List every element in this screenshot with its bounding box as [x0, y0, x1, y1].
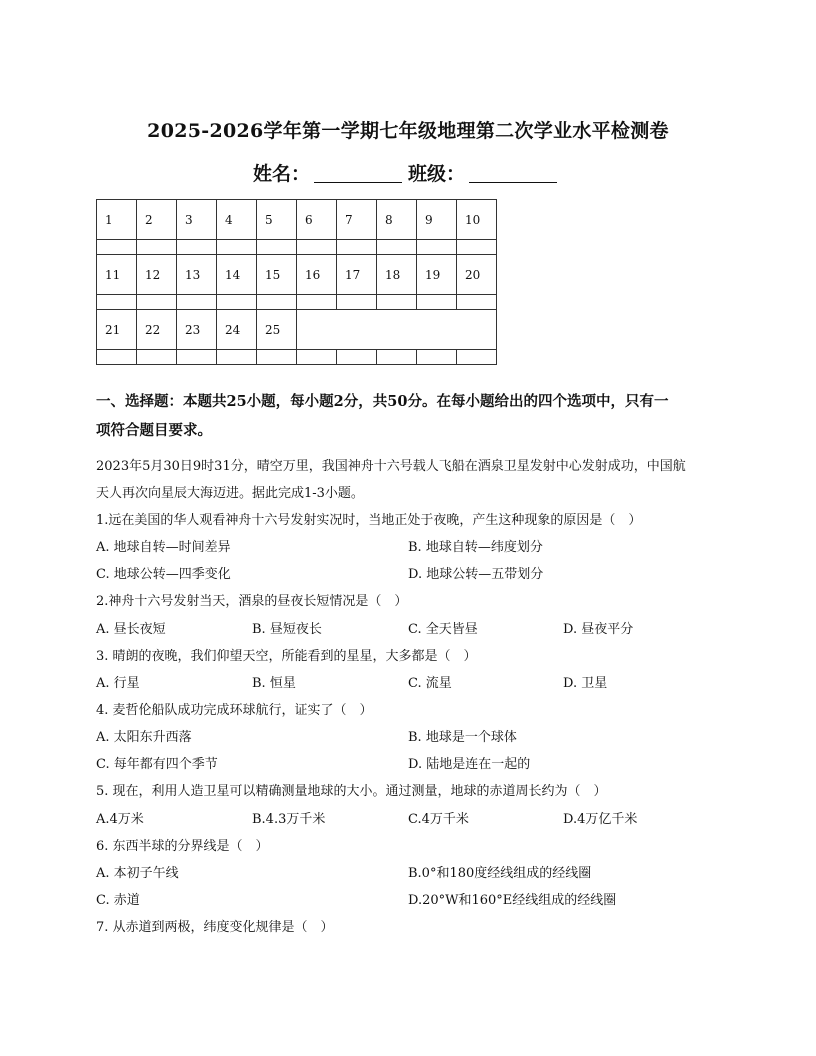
context-paragraph-line: 天人再次向星辰大海迈进。据此完成1-3小题。 — [96, 486, 364, 501]
answer-cell[interactable] — [137, 350, 177, 365]
question-stem: 3. 晴朗的夜晚，我们仰望天空，所能看到的星星，大多都是（ ） — [96, 649, 477, 664]
option-d[interactable]: D.4万亿千米 — [563, 812, 638, 827]
answer-number: 16 — [297, 255, 337, 295]
answer-cell[interactable] — [337, 240, 377, 255]
answer-number: 17 — [337, 255, 377, 295]
answer-cell-filler — [337, 350, 377, 365]
answer-cell[interactable] — [97, 295, 137, 310]
answer-cell[interactable] — [177, 350, 217, 365]
option-c[interactable]: C. 赤道 — [96, 893, 140, 908]
answer-cell[interactable] — [297, 240, 337, 255]
answer-number: 20 — [457, 255, 497, 295]
answer-cell[interactable] — [417, 295, 457, 310]
option-c[interactable]: C.4万千米 — [408, 812, 469, 827]
answer-number: 1 — [97, 200, 137, 240]
answer-number-row — [97, 200, 497, 240]
answer-cell[interactable] — [257, 350, 297, 365]
answer-number: 6 — [297, 200, 337, 240]
answer-number: 2 — [137, 200, 177, 240]
answer-cell[interactable] — [417, 240, 457, 255]
option-d[interactable]: D. 卫星 — [563, 676, 608, 691]
class-label: 班级： — [408, 163, 466, 185]
answer-number: 23 — [177, 310, 217, 350]
answer-cell-filler — [297, 350, 337, 365]
option-d[interactable]: D. 陆地是连在一起的 — [408, 757, 531, 772]
answer-cell[interactable] — [457, 295, 497, 310]
option-b[interactable]: B.4.3万千米 — [252, 812, 326, 827]
answer-cell[interactable] — [97, 240, 137, 255]
answer-blank-row — [97, 295, 497, 310]
answer-number: 3 — [177, 200, 217, 240]
option-d[interactable]: D. 昼夜平分 — [563, 622, 634, 637]
question-stem: 4. 麦哲伦船队成功完成环球航行，证实了（ ） — [96, 703, 373, 718]
question-stem: 2.神舟十六号发射当天，酒泉的昼夜长短情况是（ ） — [96, 594, 408, 609]
name-class-line — [0, 159, 816, 186]
answer-number: 10 — [457, 200, 497, 240]
question-stem: 7. 从赤道到两极，纬度变化规律是（ ） — [96, 920, 334, 935]
question-stem: 1.远在美国的华人观看神舟十六号发射实况时，当地正处于夜晚，产生这种现象的原因是（ ） — [96, 513, 642, 528]
section-heading-line: 一、选择题：本题共25小题，每小题2分，共50分。在每小题给出的四个选项中，只有一 — [96, 393, 669, 410]
answer-cell-filler — [377, 350, 417, 365]
question-stem: 6. 东西半球的分界线是（ ） — [96, 839, 269, 854]
name-blank[interactable] — [314, 162, 402, 183]
answer-number: 4 — [217, 200, 257, 240]
answer-number: 19 — [417, 255, 457, 295]
answer-number: 21 — [97, 310, 137, 350]
page-title: 2025-2026学年第一学期七年级地理第二次学业水平检测卷 — [147, 120, 669, 142]
option-b[interactable]: B.0°和180度经线组成的经线圈 — [408, 866, 592, 881]
option-c[interactable]: C. 每年都有四个季节 — [96, 757, 218, 772]
answer-cell[interactable] — [217, 350, 257, 365]
answer-number: 7 — [337, 200, 377, 240]
answer-cell[interactable] — [377, 295, 417, 310]
option-c[interactable]: C. 流星 — [408, 676, 452, 691]
answer-cell[interactable] — [177, 295, 217, 310]
answer-grid-empty-area — [297, 310, 497, 350]
option-c[interactable]: C. 全天皆昼 — [408, 622, 478, 637]
option-a[interactable]: A. 昼长夜短 — [96, 622, 166, 637]
answer-number-row — [97, 255, 497, 295]
answer-cell[interactable] — [97, 350, 137, 365]
answer-number: 13 — [177, 255, 217, 295]
name-label: 姓名： — [252, 163, 310, 185]
answer-cell[interactable] — [457, 240, 497, 255]
answer-number: 25 — [257, 310, 297, 350]
answer-cell[interactable] — [337, 295, 377, 310]
option-c[interactable]: C. 地球公转—四季变化 — [96, 567, 231, 582]
context-paragraph-line: 2023年5月30日9时31分，晴空万里，我国神舟十六号载人飞船在酒泉卫星发射中心发射成功，中国航 — [96, 459, 686, 474]
option-b[interactable]: B. 恒星 — [252, 676, 296, 691]
option-a[interactable]: A. 地球自转—时间差异 — [96, 540, 231, 555]
answer-cell[interactable] — [177, 240, 217, 255]
answer-cell-filler — [457, 350, 497, 365]
option-a[interactable]: A.4万米 — [96, 812, 144, 827]
answer-blank-row — [97, 350, 497, 365]
answer-grid — [96, 199, 497, 365]
answer-number: 8 — [377, 200, 417, 240]
option-b[interactable]: B. 地球是一个球体 — [408, 730, 517, 745]
class-blank[interactable] — [469, 162, 557, 183]
answer-number: 9 — [417, 200, 457, 240]
answer-cell[interactable] — [377, 240, 417, 255]
option-a[interactable]: A. 行星 — [96, 676, 140, 691]
answer-number: 11 — [97, 255, 137, 295]
answer-number: 24 — [217, 310, 257, 350]
answer-cell-filler — [417, 350, 457, 365]
answer-number: 22 — [137, 310, 177, 350]
answer-number: 14 — [217, 255, 257, 295]
option-d[interactable]: D. 地球公转—五带划分 — [408, 567, 544, 582]
answer-blank-row — [97, 240, 497, 255]
section-heading-line: 项符合题目要求。 — [96, 422, 212, 439]
answer-cell[interactable] — [257, 240, 297, 255]
section-heading — [96, 387, 720, 445]
answer-cell[interactable] — [217, 240, 257, 255]
answer-number: 12 — [137, 255, 177, 295]
answer-number: 18 — [377, 255, 417, 295]
answer-number-row — [97, 310, 497, 350]
answer-cell[interactable] — [297, 295, 337, 310]
answer-number: 15 — [257, 255, 297, 295]
option-d[interactable]: D.20°W和160°E经线组成的经线圈 — [408, 893, 617, 908]
answer-number: 5 — [257, 200, 297, 240]
answer-cell[interactable] — [257, 295, 297, 310]
answer-cell[interactable] — [137, 240, 177, 255]
question-stem: 5. 现在，利用人造卫星可以精确测量地球的大小。通过测量，地球的赤道周长约为（ ） — [96, 784, 607, 799]
option-a[interactable]: A. 本初子午线 — [96, 866, 179, 881]
option-b[interactable]: B. 昼短夜长 — [252, 622, 322, 637]
answer-cell[interactable] — [217, 295, 257, 310]
option-b[interactable]: B. 地球自转—纬度划分 — [408, 540, 543, 555]
option-a[interactable]: A. 太阳东升西落 — [96, 730, 192, 745]
answer-cell[interactable] — [137, 295, 177, 310]
